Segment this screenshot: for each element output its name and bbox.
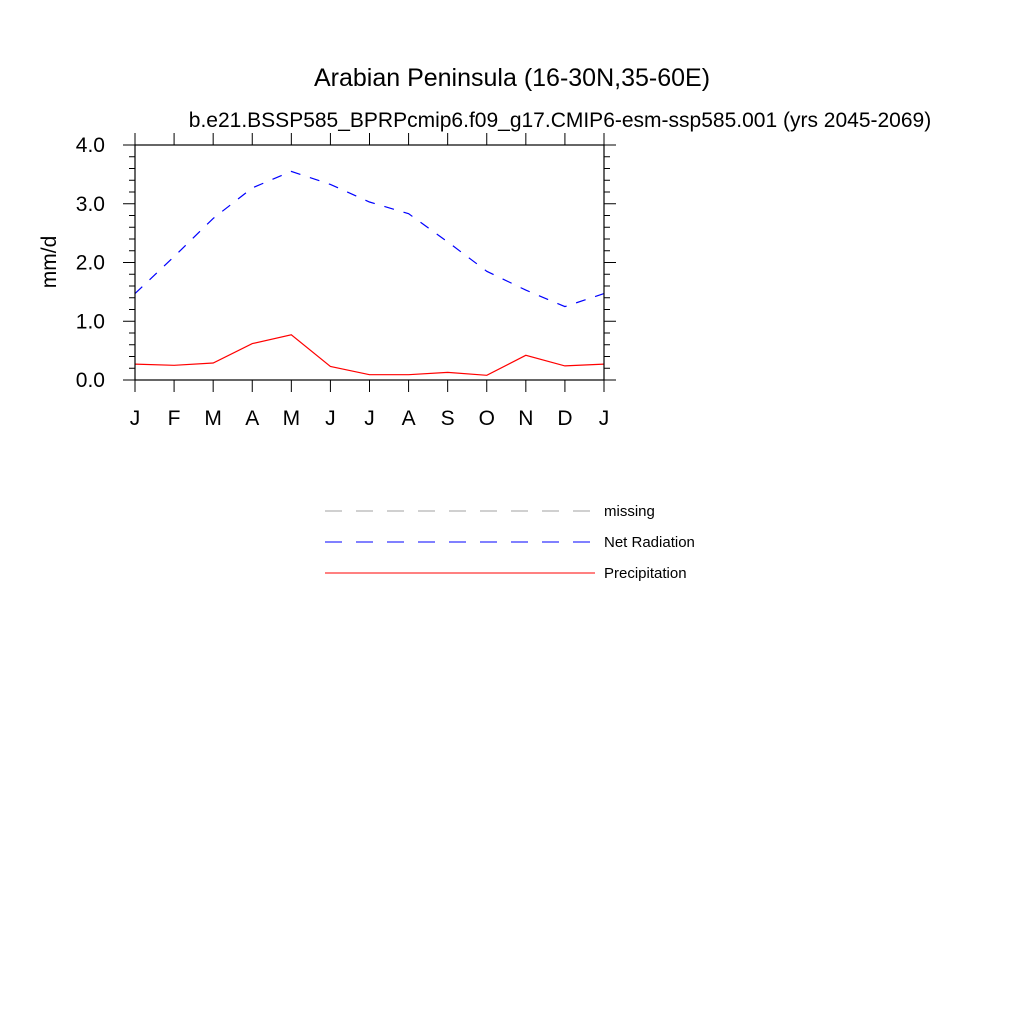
series-line-precipitation <box>135 335 604 376</box>
legend-label-missing: missing <box>604 503 655 520</box>
chart-subtitle: b.e21.BSSP585_BPRPcmip6.f09_g17.CMIP6-esm-ssp585.001 (yrs 2045-2069) <box>188 109 932 132</box>
y-tick-label: 0.0 <box>75 369 105 392</box>
legend-label-precipitation: Precipitation <box>604 565 687 582</box>
x-tick-label: A <box>401 407 416 430</box>
legend-label-net-radiation: Net Radiation <box>604 534 695 551</box>
y-tick-label: 1.0 <box>75 310 105 334</box>
x-tick-label: J <box>325 407 336 430</box>
y-tick-label: 3.0 <box>75 192 105 216</box>
x-tick-label: M <box>282 407 301 430</box>
y-axis-label: mm/d <box>38 235 61 289</box>
x-tick-label: O <box>478 407 495 430</box>
series-line-net-radiation <box>135 171 604 306</box>
x-tick-label: M <box>204 407 222 430</box>
y-tick-label: 2.0 <box>75 251 105 275</box>
x-tick-label: J <box>598 407 610 430</box>
plot-frame <box>135 145 604 380</box>
chart-title: Arabian Peninsula (16-30N,35-60E) <box>313 64 711 92</box>
x-tick-label: J <box>129 407 141 430</box>
x-tick-label: S <box>440 407 455 430</box>
legend <box>325 503 695 582</box>
x-tick-label: A <box>245 407 260 430</box>
x-tick-label: J <box>364 407 375 430</box>
x-tick-label: D <box>557 407 573 430</box>
plot-area <box>76 133 616 430</box>
x-tick-label: N <box>518 407 534 430</box>
y-tick-label: 4.0 <box>75 134 105 157</box>
x-tick-label: F <box>167 407 181 430</box>
